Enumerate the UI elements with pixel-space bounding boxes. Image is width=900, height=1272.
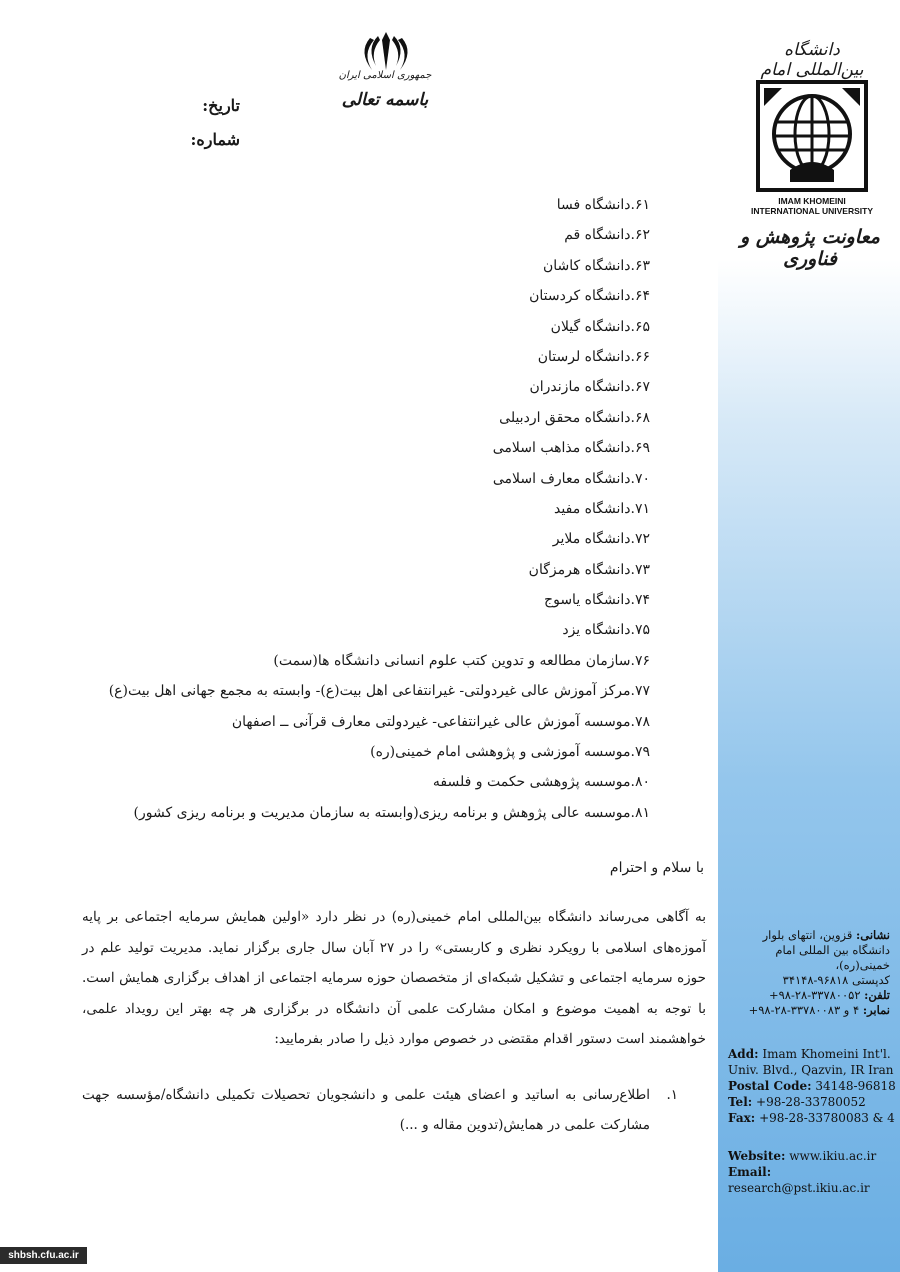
- fax-fa: ۴ و ۳۳۷۸۰۰۸۳-۲۸-۹۸+: [748, 1003, 860, 1017]
- footer-source-tag: shbsh.cfu.ac.ir: [0, 1247, 87, 1264]
- phone-label-fa: تلفن:: [864, 988, 890, 1002]
- list-item: ۶۵.دانشگاه گیلان: [550, 318, 650, 335]
- list-item: ۷۸.موسسه آموزش عالی غیرانتفاعی- غیردولتی معارف قرآنی ــ اصفهان: [231, 713, 650, 730]
- email-link[interactable]: research@pst.ikiu.ac.ir: [728, 1181, 870, 1195]
- list-item: ۷۷.مرکز آموزش عالی غیردولتی- غیرانتفاعی اهل بیت(ع)- وابسته به مجمع جهانی اهل بیت(ع): [108, 683, 650, 700]
- action-item: [82, 1080, 706, 1140]
- list-item: ۶۹.دانشگاه مذاهب اسلامی: [492, 440, 650, 457]
- action-item-text: اطلاع‌رسانی به اساتید و اعضای هیئت علمی و دانشجویان تحصیلات تکمیلی دانشگاه/مؤسسه جهت مشارکت علمی در همایش(تدوین مقاله و ...): [82, 1087, 650, 1133]
- list-item: ۷۹.موسسه آموزشی و پژوهشی امام خمینی(ره): [370, 744, 650, 761]
- address-line-2: Univ. Blvd., Qazvin, IR Iran: [728, 1063, 894, 1077]
- website-label: Website:: [728, 1149, 786, 1163]
- date-label: تاریخ:: [202, 96, 240, 115]
- postal-fa: کدپستی ۹۶۸۱۸-۳۴۱۴۸: [782, 973, 890, 987]
- email-label: Email:: [728, 1165, 772, 1179]
- list-item: ۸۰.موسسه پژوهشی حکمت و فلسفه: [432, 774, 650, 791]
- body-paragraph: به آگاهی می‌رساند دانشگاه بین‌المللی امام خمینی(ره) در نظر دارد «اولین همایش سرمایه اجتماعی بر پایه آموزه‌های اسلامی با رویکرد نظری و کاربستی» را در ۲۷ آبان سال جاری برگزار نماید. مدیریت تولید علم در حوزه سرمایه اجتماعی و تشکیل شبکه‌ای از متخصصان حوزه سرمایه اجتماعی از اهداف برگزاری همایش است. با توجه به اهمیت موضوع و امکان مشارکت علمی آن دانشگاه در برگزاری هر چه بهتر این رویداد علمی، خواهشمند است دستور اقدام مقتضی در خصوص موارد ذیل را صادر بفرمایید:: [82, 909, 706, 1047]
- list-item: ۷۶.سازمان مطالعه و تدوین کتب علوم انسانی دانشگاه ها(سمت): [273, 652, 650, 669]
- contact-en: [728, 1046, 898, 1126]
- fax-label-en: Fax:: [728, 1111, 756, 1125]
- list-item: ۶۶.دانشگاه لرستان: [537, 348, 650, 365]
- salutation: با سلام و احترام: [609, 860, 704, 876]
- number-label: شماره:: [190, 130, 240, 149]
- postal-en: 34148-96818: [815, 1079, 896, 1093]
- address-line-1: Imam Khomeini Int'l.: [762, 1047, 891, 1061]
- list-item: ۶۲.دانشگاه قم: [564, 227, 650, 244]
- fax-en: +98-28-33780083 & 4: [759, 1111, 895, 1125]
- university-logo: [756, 80, 868, 192]
- address-label-en: Add:: [728, 1047, 759, 1061]
- address-label-fa: نشانی:: [856, 928, 890, 942]
- bismillah: باسمه تعالی: [341, 90, 429, 110]
- contact-fa: [728, 928, 890, 1018]
- list-item: ۷۵.دانشگاه یزد: [562, 622, 650, 639]
- list-item: ۶۴.دانشگاه کردستان: [529, 288, 650, 305]
- list-item: ۷۰.دانشگاه معارف اسلامی: [492, 470, 650, 487]
- department-name: معاونت پژوهش و فناوری: [740, 226, 880, 270]
- list-item: ۷۳.دانشگاه هرمزگان: [528, 561, 650, 578]
- iran-emblem-icon: [356, 30, 416, 74]
- list-item: ۶۷.دانشگاه مازندران: [529, 379, 650, 396]
- emblem-caption: جمهوری اسلامی ایران: [338, 70, 432, 81]
- list-item: ۷۲.دانشگاه ملایر: [552, 531, 650, 548]
- list-item: ۶۳.دانشگاه کاشان: [543, 257, 650, 274]
- tel-label-en: Tel:: [728, 1095, 753, 1109]
- website-link[interactable]: www.ikiu.ac.ir: [789, 1149, 877, 1163]
- list-item: ۸۱.موسسه عالی پژوهش و برنامه ریزی(وابسته به سازمان مدیریت و برنامه ریزی کشور): [133, 804, 650, 821]
- list-item: ۶۱.دانشگاه فسا: [556, 197, 650, 213]
- list-item: ۶۸.دانشگاه محقق اردبیلی: [499, 409, 650, 426]
- globe-logo-icon: [760, 84, 864, 188]
- recipients-list: [109, 190, 650, 828]
- university-name-fa: دانشگاه بین‌المللی امام: [760, 40, 864, 80]
- contact-web: [728, 1148, 900, 1196]
- phone-fa: ۳۳۷۸۰۰۵۲-۲۸-۹۸+: [768, 988, 861, 1002]
- postal-label-en: Postal Code:: [728, 1079, 812, 1093]
- list-item: ۷۱.دانشگاه مفید: [554, 500, 650, 517]
- fax-label-fa: نمابر:: [862, 1003, 890, 1017]
- list-item: ۷۴.دانشگاه یاسوج: [544, 592, 650, 609]
- action-item-number: ۱.: [666, 1087, 678, 1103]
- tel-en: +98-28-33780052: [756, 1095, 866, 1109]
- address-fa: قزوین، انتهای بلوار دانشگاه بین المللی امام خمینی(ره)،: [762, 928, 890, 972]
- university-name-en: IMAM KHOMEINI INTERNATIONAL UNIVERSITY: [751, 196, 873, 216]
